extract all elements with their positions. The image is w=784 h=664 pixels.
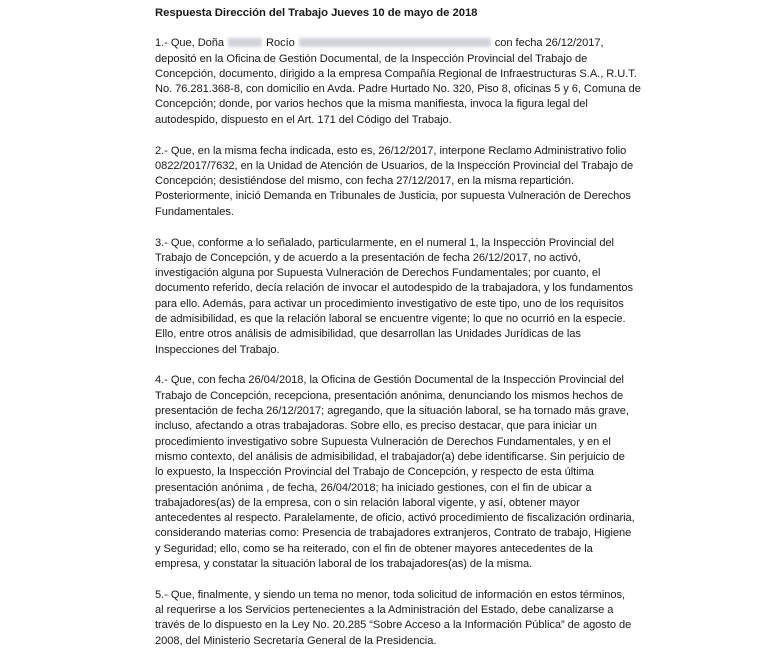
paragraph-line: Inspecciones del Trabajo. <box>155 343 280 356</box>
paragraph-line: procedimiento investigativo sobre Supuesta Vulneración de Derechos Fundamentales, y en el <box>155 435 611 448</box>
paragraph-line: 2008, del Ministerio Secretaría General de la Presidencia. <box>155 634 437 647</box>
document-title: Respuesta Dirección del Trabajo Jueves 10 de mayo de 2018 <box>155 7 478 19</box>
paragraph-line <box>155 36 635 51</box>
text-fragment: 1.- Que, Doña <box>155 37 225 50</box>
paragraph-line: considerando materias como: Presencia de trabajadores extranjeros, Contrato de trabajo, Higiene <box>155 527 632 540</box>
paragraph-line: No. 76.281.368-8, con domicilio en Avda. Padre Hurtado No. 320, Piso 8, oficinas 5 y 6, Comuna de <box>155 83 641 96</box>
paragraph-line: mismo contexto, del análisis de admisibilidad, el trabajador(a) debe identificarse. Sin perjuicio de <box>155 450 625 463</box>
paragraph-line: presentación de fecha 26/12/2017; agregando, que la situación laboral, se ha tornado más grave, <box>155 405 629 418</box>
paragraph-line: través de lo dispuesto en la Ley No. 20.285 “Sobre Acceso a la Información Pública” de agosto de <box>155 619 632 632</box>
paragraph-line: depositó en la Oficina de Gestión Documental, de la Inspección Provincial del Trabajo de <box>155 52 588 65</box>
paragraph-line: y Seguridad; ello, como se ha reiterado, con el fin de obtener mayores antecedentes de la <box>155 542 593 555</box>
paragraph-line: de admisibilidad, es que la relación laboral se encuentre vigente; lo que no ocurrió en la especie. <box>155 313 626 326</box>
paragraph-line: Concepción; donde, por varios hechos que la misma manifiesta, invoca la figura legal del <box>155 98 588 111</box>
paragraph-line: presentación anónima , de fecha, 26/04/2018; ha iniciado gestiones, con el fin de ubicar a <box>155 481 592 494</box>
paragraph-line: 2.- Que, en la misma fecha indicada, esto es, 26/12/2017, interpone Reclamo Administrativo folio <box>155 144 627 157</box>
text-fragment: con fecha 26/12/2017, <box>494 37 604 50</box>
redacted-surname-rut <box>299 38 491 47</box>
paragraph-line: Concepción, documento, dirigido a la empresa Compañía Regional de Infraestructuras S.A., R.U.T. <box>155 67 637 80</box>
paragraph-line: documento referido, decía relación de invocar el autodespido de la trabajadora, y los fundamentos <box>155 282 634 295</box>
paragraph-line: autodespido, dispuesto en el Art. 171 del Código del Trabajo. <box>155 113 452 126</box>
paragraph-line: Trabajo de Concepción, y de acuerdo a la presentación de fecha 26/12/2017, no activó, <box>155 251 581 264</box>
paragraph-line: trabajadores(as) de la empresa, con o sin relación laboral vigente, y así, obtener mayor <box>155 496 580 509</box>
paragraph-line: antecedentes al respecto. Paralelamente, de oficio, activó procedimiento de fiscalización ordinaria, <box>155 512 635 525</box>
text-fragment: Rocío <box>266 37 295 50</box>
paragraph-3 <box>155 236 635 358</box>
paragraph-line: incluso, afectando a otras trabajadoras. Sobre ello, es preciso destacar, que para iniciar un <box>155 420 597 433</box>
paragraph-line: 4.- Que, con fecha 26/04/2018, la Oficina de Gestión Documental de la Inspección Provincial del <box>155 374 624 387</box>
paragraph-line: al requerirse a los Servicios pertenecientes a la Administración del Estado, debe canalizarse a <box>155 604 614 617</box>
paragraph-line: Fundamentales. <box>155 205 234 218</box>
paragraph-2 <box>155 144 635 220</box>
paragraph-line: para ello. Además, para activar un procedimiento investigativo de este tipo, uno de los requisitos <box>155 297 624 310</box>
paragraph-line: Trabajo de Concepción, recepciona, presentación anónima, denunciando los mismos hechos de <box>155 389 624 402</box>
paragraph-4 <box>155 373 635 572</box>
paragraph-line: Concepción; desistiéndose del mismo, con fecha 27/12/2017, en la misma repartición. <box>155 175 574 188</box>
paragraph-line: lo expuesto, la Inspección Provincial del Trabajo de Concepción, y respecto de esta última <box>155 466 594 479</box>
paragraph-line: Ello, entre otros análisis de admisibilidad, que desarrollan las Unidades Jurídicas de las <box>155 328 581 341</box>
paragraph-1 <box>155 36 641 128</box>
paragraph-line: investigación alguna por Supuesta Vulneración de Derechos Fundamentales; por cuanto, el <box>155 267 601 280</box>
paragraph-line: Posteriormente, inició Demanda en Tribunales de Justicia, por supuesta Vulneración de Derechos <box>155 190 631 203</box>
document-body <box>155 6 641 664</box>
paragraph-5 <box>155 588 635 649</box>
paragraph-line: 3.- Que, conforme a lo señalado, particularmente, en el numeral 1, la Inspección Provincial del <box>155 236 614 249</box>
paragraph-line: 5.- Que, finalmente, y siendo un tema no menor, toda solicitud de información en estos términos, <box>155 588 626 601</box>
redacted-name <box>228 38 262 47</box>
paragraph-line: empresa, y constatar la situación laboral de los trabajadores(as) de la misma. <box>155 558 533 570</box>
paragraph-line: 0822/2017/7632, en la Unidad de Atención de Usuarios, de la Inspección Provincial del Trabajo de <box>155 159 634 172</box>
